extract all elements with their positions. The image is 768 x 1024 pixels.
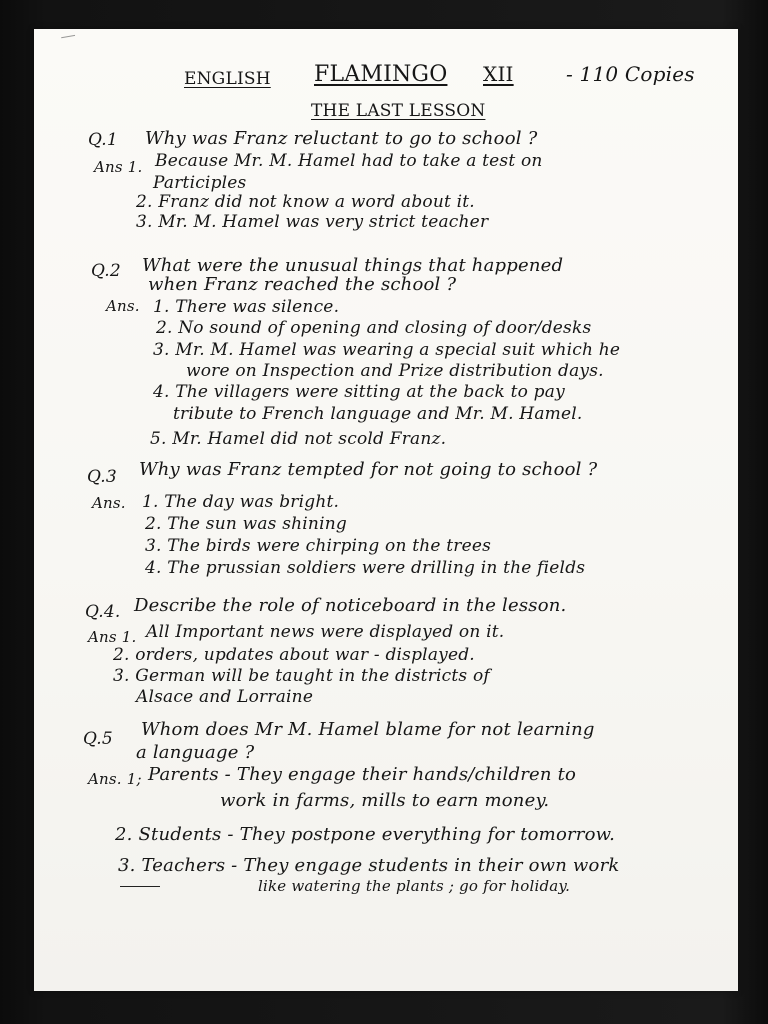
question-text: Why was Franz reluctant to go to school ? <box>145 128 538 149</box>
answer-line: work in farms, mills to earn money. <box>220 790 550 811</box>
subject-heading: ENGLISH <box>184 69 271 89</box>
answer-line: wore on Inspection and Prize distribution days. <box>186 361 604 381</box>
answer-line: 3. Mr. M. Hamel was wearing a special suit which he <box>153 340 621 360</box>
answer-line: 4. The prussian soldiers were drilling in the fields <box>145 558 586 578</box>
answer-line: All Important news were displayed on it. <box>146 622 505 642</box>
answer-line: Parents - They engage their hands/children to <box>148 764 577 785</box>
question-text: What were the unusual things that happened <box>142 255 564 276</box>
question-number: Q.2 <box>91 261 121 281</box>
answer-label: Ans. 1; <box>88 770 142 788</box>
answer-line: 5. Mr. Hamel did not scold Franz. <box>150 429 447 449</box>
answer-label: Ans 1. <box>88 628 137 646</box>
book-title: FLAMINGO <box>314 62 448 87</box>
question-number: Q.3 <box>87 467 117 487</box>
answer-line: Alsace and Lorraine <box>136 687 314 707</box>
answer-line: 4. The villagers were sitting at the back to pay <box>153 382 565 402</box>
answer-line: 3. The birds were chirping on the trees <box>145 536 492 556</box>
answer-label: Ans. <box>92 494 126 512</box>
answer-line: 2. Students - They postpone everything for tomorrow. <box>115 824 616 845</box>
answer-line: 3. German will be taught in the districts of <box>113 666 490 686</box>
question-number: Q.5 <box>83 729 113 749</box>
answer-label: Ans. <box>106 297 140 315</box>
question-text: Why was Franz tempted for not going to school ? <box>139 459 598 480</box>
answer-line: 1. The day was bright. <box>142 492 340 512</box>
class-label: XII <box>483 62 514 86</box>
answer-line: 2. No sound of opening and closing of door/desks <box>156 318 592 338</box>
underline-stroke <box>120 886 160 887</box>
answer-line: 2. The sun was shining <box>145 514 347 534</box>
question-text: Describe the role of noticeboard in the lesson. <box>134 595 567 616</box>
copies-note: - 110 Copies <box>566 62 695 86</box>
question-text: when Franz reached the school ? <box>148 274 457 295</box>
answer-line: 2. orders, updates about war - displayed. <box>113 645 475 665</box>
chapter-title: THE LAST LESSON <box>311 101 486 121</box>
question-text: a language ? <box>136 742 255 763</box>
answer-line: tribute to French language and Mr. M. Hamel. <box>173 404 583 424</box>
question-number: Q.1 <box>88 130 118 150</box>
answer-line: like watering the plants ; go for holiday. <box>258 877 571 895</box>
answer-line: 1. There was silence. <box>153 297 340 317</box>
answer-line: 2. Franz did not know a word about it. <box>136 192 475 212</box>
question-number: Q.4. <box>85 602 121 622</box>
answer-line: Participles <box>153 173 247 193</box>
answer-line: 3. Mr. M. Hamel was very strict teacher <box>136 212 489 232</box>
answer-label: Ans 1. <box>94 158 143 176</box>
question-text: Whom does Mr M. Hamel blame for not learning <box>141 719 595 740</box>
answer-line: Because Mr. M. Hamel had to take a test on <box>155 151 543 171</box>
answer-line: 3. Teachers - They engage students in their own work <box>118 855 620 876</box>
